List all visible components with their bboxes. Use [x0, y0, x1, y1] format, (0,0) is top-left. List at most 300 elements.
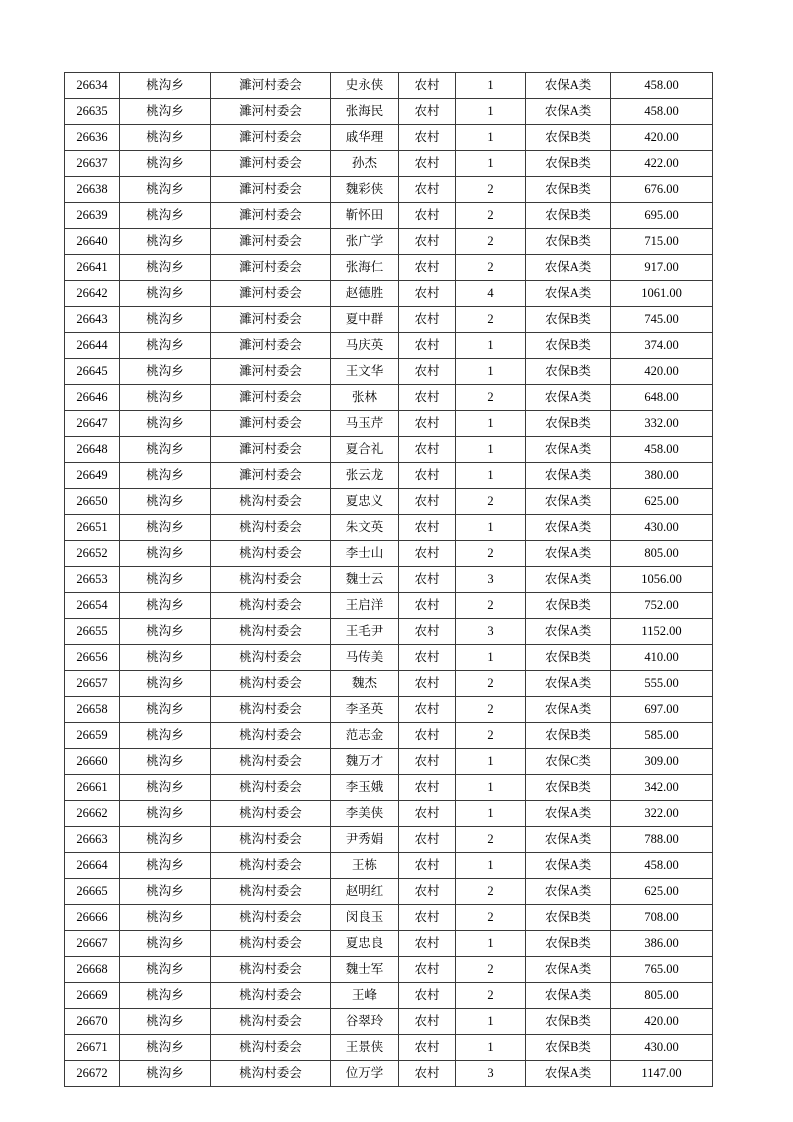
- table-row: [65, 307, 713, 333]
- cell-township: 桃沟乡: [120, 437, 211, 463]
- cell-township: 桃沟乡: [120, 931, 211, 957]
- cell-id: 26641: [65, 255, 120, 281]
- cell-category: 农保B类: [526, 905, 611, 931]
- cell-township: 桃沟乡: [120, 125, 211, 151]
- cell-id: 26665: [65, 879, 120, 905]
- table-row: [65, 593, 713, 619]
- cell-amount: 585.00: [611, 723, 713, 749]
- cell-name: 李士山: [331, 541, 399, 567]
- cell-village: 桃沟村委会: [211, 541, 331, 567]
- table-row: [65, 645, 713, 671]
- cell-persons: 1: [456, 1009, 526, 1035]
- cell-id: 26644: [65, 333, 120, 359]
- cell-residence: 农村: [399, 619, 456, 645]
- cell-village: 濉河村委会: [211, 307, 331, 333]
- cell-name: 李玉娥: [331, 775, 399, 801]
- cell-township: 桃沟乡: [120, 879, 211, 905]
- cell-category: 农保B类: [526, 307, 611, 333]
- cell-persons: 1: [456, 515, 526, 541]
- cell-village: 桃沟村委会: [211, 515, 331, 541]
- cell-category: 农保A类: [526, 983, 611, 1009]
- cell-amount: 1147.00: [611, 1061, 713, 1087]
- cell-amount: 430.00: [611, 515, 713, 541]
- cell-residence: 农村: [399, 567, 456, 593]
- cell-category: 农保A类: [526, 463, 611, 489]
- cell-id: 26661: [65, 775, 120, 801]
- cell-township: 桃沟乡: [120, 489, 211, 515]
- cell-amount: 458.00: [611, 99, 713, 125]
- cell-residence: 农村: [399, 307, 456, 333]
- cell-residence: 农村: [399, 177, 456, 203]
- cell-residence: 农村: [399, 333, 456, 359]
- cell-village: 桃沟村委会: [211, 957, 331, 983]
- cell-category: 农保A类: [526, 801, 611, 827]
- cell-amount: 1056.00: [611, 567, 713, 593]
- cell-name: 靳怀田: [331, 203, 399, 229]
- cell-category: 农保B类: [526, 775, 611, 801]
- cell-residence: 农村: [399, 879, 456, 905]
- cell-village: 桃沟村委会: [211, 853, 331, 879]
- cell-village: 濉河村委会: [211, 281, 331, 307]
- cell-amount: 410.00: [611, 645, 713, 671]
- cell-name: 赵明红: [331, 879, 399, 905]
- cell-persons: 2: [456, 177, 526, 203]
- cell-id: 26654: [65, 593, 120, 619]
- cell-township: 桃沟乡: [120, 593, 211, 619]
- cell-category: 农保A类: [526, 1061, 611, 1087]
- cell-category: 农保B类: [526, 593, 611, 619]
- cell-residence: 农村: [399, 983, 456, 1009]
- table-row: [65, 749, 713, 775]
- table-row: [65, 99, 713, 125]
- cell-category: 农保B类: [526, 203, 611, 229]
- cell-amount: 676.00: [611, 177, 713, 203]
- cell-category: 农保A类: [526, 255, 611, 281]
- cell-name: 马玉芹: [331, 411, 399, 437]
- cell-persons: 3: [456, 619, 526, 645]
- cell-amount: 625.00: [611, 489, 713, 515]
- cell-village: 桃沟村委会: [211, 801, 331, 827]
- table-row: [65, 229, 713, 255]
- cell-category: 农保A类: [526, 515, 611, 541]
- cell-name: 王景侠: [331, 1035, 399, 1061]
- cell-village: 濉河村委会: [211, 437, 331, 463]
- cell-category: 农保A类: [526, 73, 611, 99]
- cell-name: 王峰: [331, 983, 399, 1009]
- cell-name: 魏杰: [331, 671, 399, 697]
- cell-persons: 1: [456, 125, 526, 151]
- table-row: [65, 619, 713, 645]
- cell-persons: 2: [456, 489, 526, 515]
- cell-residence: 农村: [399, 1035, 456, 1061]
- cell-category: 农保B类: [526, 125, 611, 151]
- cell-amount: 715.00: [611, 229, 713, 255]
- cell-township: 桃沟乡: [120, 333, 211, 359]
- cell-village: 桃沟村委会: [211, 1061, 331, 1087]
- cell-village: 桃沟村委会: [211, 723, 331, 749]
- cell-category: 农保A类: [526, 567, 611, 593]
- cell-name: 戚华理: [331, 125, 399, 151]
- cell-persons: 1: [456, 463, 526, 489]
- cell-name: 李圣英: [331, 697, 399, 723]
- table-row: [65, 411, 713, 437]
- table-row: [65, 697, 713, 723]
- cell-name: 尹秀娟: [331, 827, 399, 853]
- cell-id: 26656: [65, 645, 120, 671]
- cell-category: 农保A类: [526, 957, 611, 983]
- cell-persons: 1: [456, 749, 526, 775]
- cell-persons: 2: [456, 255, 526, 281]
- cell-amount: 708.00: [611, 905, 713, 931]
- cell-category: 农保A类: [526, 385, 611, 411]
- cell-name: 闵良玉: [331, 905, 399, 931]
- cell-id: 26662: [65, 801, 120, 827]
- cell-village: 桃沟村委会: [211, 645, 331, 671]
- cell-township: 桃沟乡: [120, 541, 211, 567]
- cell-id: 26643: [65, 307, 120, 333]
- cell-id: 26669: [65, 983, 120, 1009]
- cell-residence: 农村: [399, 99, 456, 125]
- cell-id: 26636: [65, 125, 120, 151]
- cell-village: 濉河村委会: [211, 125, 331, 151]
- cell-persons: 2: [456, 879, 526, 905]
- cell-township: 桃沟乡: [120, 775, 211, 801]
- cell-persons: 1: [456, 853, 526, 879]
- cell-village: 桃沟村委会: [211, 1035, 331, 1061]
- cell-persons: 1: [456, 801, 526, 827]
- cell-name: 孙杰: [331, 151, 399, 177]
- cell-name: 位万学: [331, 1061, 399, 1087]
- cell-id: 26663: [65, 827, 120, 853]
- table-row: [65, 489, 713, 515]
- cell-amount: 805.00: [611, 983, 713, 1009]
- cell-amount: 420.00: [611, 1009, 713, 1035]
- cell-amount: 788.00: [611, 827, 713, 853]
- table-body: [65, 73, 713, 1087]
- cell-name: 夏中群: [331, 307, 399, 333]
- cell-persons: 1: [456, 411, 526, 437]
- table-row: [65, 905, 713, 931]
- cell-village: 濉河村委会: [211, 385, 331, 411]
- cell-residence: 农村: [399, 1009, 456, 1035]
- table-row: [65, 723, 713, 749]
- cell-village: 桃沟村委会: [211, 749, 331, 775]
- cell-name: 谷翠玲: [331, 1009, 399, 1035]
- cell-residence: 农村: [399, 463, 456, 489]
- cell-residence: 农村: [399, 515, 456, 541]
- cell-township: 桃沟乡: [120, 463, 211, 489]
- cell-township: 桃沟乡: [120, 515, 211, 541]
- cell-village: 桃沟村委会: [211, 619, 331, 645]
- cell-id: 26664: [65, 853, 120, 879]
- cell-persons: 2: [456, 697, 526, 723]
- cell-village: 桃沟村委会: [211, 697, 331, 723]
- cell-id: 26672: [65, 1061, 120, 1087]
- cell-name: 马传美: [331, 645, 399, 671]
- table-row: [65, 671, 713, 697]
- cell-township: 桃沟乡: [120, 827, 211, 853]
- cell-name: 张云龙: [331, 463, 399, 489]
- cell-township: 桃沟乡: [120, 151, 211, 177]
- cell-residence: 农村: [399, 151, 456, 177]
- cell-village: 桃沟村委会: [211, 567, 331, 593]
- cell-persons: 1: [456, 931, 526, 957]
- cell-persons: 3: [456, 1061, 526, 1087]
- table-row: [65, 801, 713, 827]
- cell-persons: 2: [456, 203, 526, 229]
- cell-township: 桃沟乡: [120, 905, 211, 931]
- cell-residence: 农村: [399, 437, 456, 463]
- cell-amount: 765.00: [611, 957, 713, 983]
- cell-category: 农保A类: [526, 437, 611, 463]
- cell-residence: 农村: [399, 801, 456, 827]
- table-row: [65, 281, 713, 307]
- cell-amount: 420.00: [611, 359, 713, 385]
- cell-residence: 农村: [399, 645, 456, 671]
- cell-village: 濉河村委会: [211, 99, 331, 125]
- cell-category: 农保B类: [526, 1009, 611, 1035]
- table-row: [65, 879, 713, 905]
- cell-township: 桃沟乡: [120, 749, 211, 775]
- cell-id: 26660: [65, 749, 120, 775]
- cell-name: 张林: [331, 385, 399, 411]
- cell-residence: 农村: [399, 255, 456, 281]
- cell-name: 夏合礼: [331, 437, 399, 463]
- table-row: [65, 827, 713, 853]
- cell-name: 李美侠: [331, 801, 399, 827]
- cell-amount: 1061.00: [611, 281, 713, 307]
- cell-category: 农保A类: [526, 853, 611, 879]
- cell-township: 桃沟乡: [120, 723, 211, 749]
- cell-amount: 1152.00: [611, 619, 713, 645]
- cell-residence: 农村: [399, 827, 456, 853]
- table-row: [65, 567, 713, 593]
- cell-residence: 农村: [399, 203, 456, 229]
- cell-persons: 1: [456, 437, 526, 463]
- cell-village: 桃沟村委会: [211, 827, 331, 853]
- cell-name: 魏士军: [331, 957, 399, 983]
- table-row: [65, 333, 713, 359]
- cell-residence: 农村: [399, 957, 456, 983]
- cell-amount: 380.00: [611, 463, 713, 489]
- cell-residence: 农村: [399, 385, 456, 411]
- cell-id: 26647: [65, 411, 120, 437]
- cell-village: 桃沟村委会: [211, 671, 331, 697]
- cell-amount: 697.00: [611, 697, 713, 723]
- cell-name: 张海民: [331, 99, 399, 125]
- cell-amount: 458.00: [611, 73, 713, 99]
- table-row: [65, 437, 713, 463]
- cell-township: 桃沟乡: [120, 385, 211, 411]
- cell-persons: 2: [456, 541, 526, 567]
- cell-residence: 农村: [399, 541, 456, 567]
- cell-name: 史永侠: [331, 73, 399, 99]
- cell-persons: 2: [456, 385, 526, 411]
- cell-residence: 农村: [399, 1061, 456, 1087]
- cell-township: 桃沟乡: [120, 203, 211, 229]
- cell-township: 桃沟乡: [120, 983, 211, 1009]
- cell-category: 农保B类: [526, 177, 611, 203]
- cell-residence: 农村: [399, 749, 456, 775]
- cell-id: 26670: [65, 1009, 120, 1035]
- cell-name: 范志金: [331, 723, 399, 749]
- cell-village: 濉河村委会: [211, 411, 331, 437]
- cell-village: 桃沟村委会: [211, 1009, 331, 1035]
- cell-amount: 322.00: [611, 801, 713, 827]
- cell-category: 农保B类: [526, 229, 611, 255]
- cell-township: 桃沟乡: [120, 99, 211, 125]
- cell-name: 马庆英: [331, 333, 399, 359]
- table-row: [65, 1035, 713, 1061]
- cell-name: 赵德胜: [331, 281, 399, 307]
- cell-village: 濉河村委会: [211, 73, 331, 99]
- cell-township: 桃沟乡: [120, 645, 211, 671]
- cell-category: 农保B类: [526, 1035, 611, 1061]
- table-row: [65, 957, 713, 983]
- cell-persons: 2: [456, 905, 526, 931]
- cell-name: 王启洋: [331, 593, 399, 619]
- cell-township: 桃沟乡: [120, 619, 211, 645]
- cell-residence: 农村: [399, 359, 456, 385]
- cell-residence: 农村: [399, 593, 456, 619]
- cell-persons: 2: [456, 307, 526, 333]
- cell-id: 26634: [65, 73, 120, 99]
- cell-township: 桃沟乡: [120, 229, 211, 255]
- cell-residence: 农村: [399, 697, 456, 723]
- cell-village: 濉河村委会: [211, 229, 331, 255]
- cell-persons: 1: [456, 73, 526, 99]
- cell-id: 26637: [65, 151, 120, 177]
- cell-id: 26638: [65, 177, 120, 203]
- table-row: [65, 515, 713, 541]
- cell-village: 桃沟村委会: [211, 775, 331, 801]
- cell-category: 农保A类: [526, 827, 611, 853]
- cell-amount: 332.00: [611, 411, 713, 437]
- table-row: [65, 255, 713, 281]
- cell-residence: 农村: [399, 671, 456, 697]
- cell-persons: 2: [456, 723, 526, 749]
- cell-residence: 农村: [399, 723, 456, 749]
- cell-name: 王栋: [331, 853, 399, 879]
- cell-township: 桃沟乡: [120, 801, 211, 827]
- cell-persons: 2: [456, 671, 526, 697]
- cell-id: 26640: [65, 229, 120, 255]
- cell-amount: 458.00: [611, 853, 713, 879]
- cell-residence: 农村: [399, 73, 456, 99]
- cell-persons: 1: [456, 333, 526, 359]
- cell-id: 26639: [65, 203, 120, 229]
- cell-id: 26651: [65, 515, 120, 541]
- cell-category: 农保B类: [526, 723, 611, 749]
- cell-category: 农保B类: [526, 151, 611, 177]
- cell-name: 张广学: [331, 229, 399, 255]
- cell-name: 王毛尹: [331, 619, 399, 645]
- cell-category: 农保B类: [526, 645, 611, 671]
- cell-township: 桃沟乡: [120, 1009, 211, 1035]
- cell-id: 26659: [65, 723, 120, 749]
- cell-amount: 745.00: [611, 307, 713, 333]
- cell-id: 26635: [65, 99, 120, 125]
- cell-village: 濉河村委会: [211, 463, 331, 489]
- cell-amount: 430.00: [611, 1035, 713, 1061]
- cell-village: 桃沟村委会: [211, 905, 331, 931]
- table-row: [65, 775, 713, 801]
- cell-township: 桃沟乡: [120, 359, 211, 385]
- cell-category: 农保A类: [526, 671, 611, 697]
- cell-village: 濉河村委会: [211, 151, 331, 177]
- cell-persons: 1: [456, 775, 526, 801]
- cell-amount: 648.00: [611, 385, 713, 411]
- cell-village: 濉河村委会: [211, 333, 331, 359]
- cell-township: 桃沟乡: [120, 73, 211, 99]
- cell-persons: 2: [456, 593, 526, 619]
- cell-id: 26667: [65, 931, 120, 957]
- cell-category: 农保A类: [526, 489, 611, 515]
- cell-persons: 2: [456, 827, 526, 853]
- cell-township: 桃沟乡: [120, 177, 211, 203]
- cell-amount: 555.00: [611, 671, 713, 697]
- table-row: [65, 1009, 713, 1035]
- table-row: [65, 463, 713, 489]
- cell-category: 农保A类: [526, 697, 611, 723]
- cell-amount: 374.00: [611, 333, 713, 359]
- cell-amount: 695.00: [611, 203, 713, 229]
- cell-persons: 2: [456, 983, 526, 1009]
- table-row: [65, 125, 713, 151]
- cell-amount: 386.00: [611, 931, 713, 957]
- cell-residence: 农村: [399, 411, 456, 437]
- cell-amount: 420.00: [611, 125, 713, 151]
- cell-village: 桃沟村委会: [211, 983, 331, 1009]
- table-row: [65, 983, 713, 1009]
- cell-residence: 农村: [399, 905, 456, 931]
- cell-township: 桃沟乡: [120, 697, 211, 723]
- cell-township: 桃沟乡: [120, 255, 211, 281]
- cell-residence: 农村: [399, 489, 456, 515]
- benefits-table: [64, 72, 713, 1087]
- cell-residence: 农村: [399, 775, 456, 801]
- cell-village: 濉河村委会: [211, 203, 331, 229]
- cell-id: 26645: [65, 359, 120, 385]
- cell-residence: 农村: [399, 853, 456, 879]
- cell-persons: 3: [456, 567, 526, 593]
- cell-name: 魏士云: [331, 567, 399, 593]
- cell-category: 农保B类: [526, 359, 611, 385]
- cell-residence: 农村: [399, 229, 456, 255]
- cell-id: 26648: [65, 437, 120, 463]
- cell-category: 农保B类: [526, 931, 611, 957]
- table-row: [65, 385, 713, 411]
- cell-township: 桃沟乡: [120, 853, 211, 879]
- cell-residence: 农村: [399, 931, 456, 957]
- cell-amount: 625.00: [611, 879, 713, 905]
- cell-township: 桃沟乡: [120, 567, 211, 593]
- cell-name: 夏忠义: [331, 489, 399, 515]
- cell-id: 26666: [65, 905, 120, 931]
- cell-amount: 752.00: [611, 593, 713, 619]
- cell-name: 魏彩侠: [331, 177, 399, 203]
- cell-id: 26649: [65, 463, 120, 489]
- cell-id: 26650: [65, 489, 120, 515]
- cell-amount: 805.00: [611, 541, 713, 567]
- table-row: [65, 73, 713, 99]
- cell-township: 桃沟乡: [120, 281, 211, 307]
- cell-amount: 342.00: [611, 775, 713, 801]
- table-row: [65, 177, 713, 203]
- cell-category: 农保A类: [526, 619, 611, 645]
- table-row: [65, 203, 713, 229]
- cell-amount: 917.00: [611, 255, 713, 281]
